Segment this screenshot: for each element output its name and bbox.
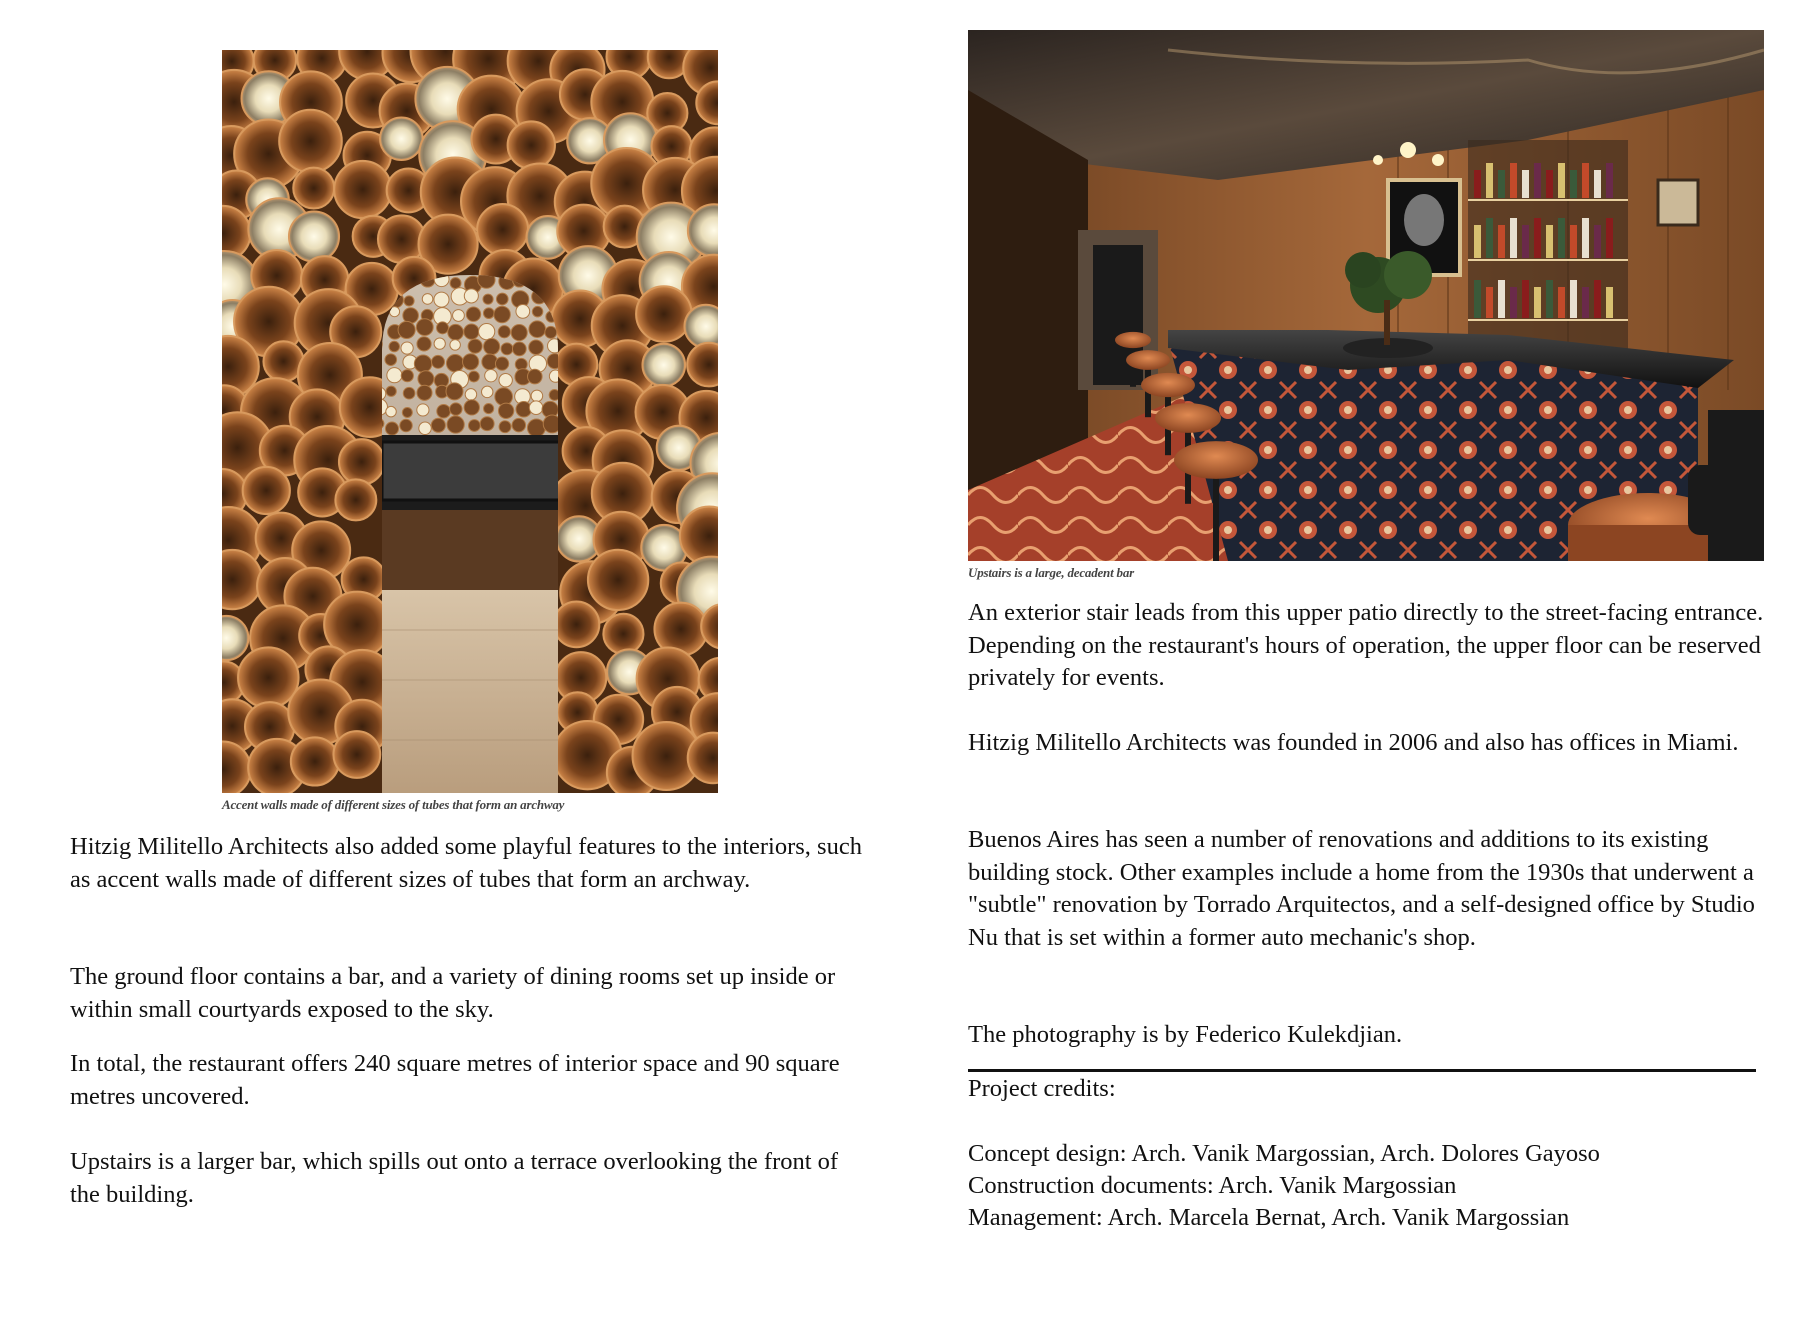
credit-line: Construction documents: Arch. Vanik Margossian bbox=[968, 1172, 1457, 1199]
paragraph: The photography is by Federico Kulekdjian. bbox=[968, 1021, 1403, 1048]
paragraph: Buenos Aires has seen a number of renovations and additions to its existing building stock. Other examples include a home from the 1930s that underwent a "subtle" renovation by Torrado Arquitectos, and a self-designed office by Studio Nu that is set within a former auto mechanic's shop. bbox=[968, 826, 1755, 951]
upstairs-bar-photo bbox=[968, 30, 1764, 561]
credits-heading: Project credits: bbox=[968, 1075, 1116, 1102]
paragraph: The ground floor contains a bar, and a variety of dining rooms set up inside or within small courtyards exposed to the sky. bbox=[70, 963, 836, 1023]
paragraph: Upstairs is a larger bar, which spills out onto a terrace overlooking the front of the building. bbox=[70, 1148, 839, 1208]
credit-line: Concept design: Arch. Vanik Margossian, Arch. Dolores Gayoso bbox=[968, 1140, 1600, 1167]
image-caption-left: Accent walls made of different sizes of tubes that form an archway bbox=[222, 797, 565, 812]
image-caption-right: Upstairs is a large, decadent bar bbox=[968, 565, 1135, 580]
paragraph: In total, the restaurant offers 240 square metres of interior space and 90 square metres uncovered. bbox=[70, 1050, 840, 1110]
credit-line: Management: Arch. Marcela Bernat, Arch. Vanik Margossian bbox=[968, 1204, 1570, 1231]
paragraph: Hitzig Militello Architects also added some playful features to the interiors, such as accent walls made of different sizes of tubes that form an archway. bbox=[70, 833, 862, 893]
paragraph: An exterior stair leads from this upper patio directly to the street-facing entrance. Depending on the restaurant's hours of operation, the upper floor can be reserved privately for events. bbox=[968, 599, 1764, 691]
arch-of-tubes-photo bbox=[222, 50, 718, 793]
paragraph: Hitzig Militello Architects was founded in 2006 and also has offices in Miami. bbox=[968, 729, 1739, 756]
section-divider bbox=[968, 1069, 1756, 1072]
